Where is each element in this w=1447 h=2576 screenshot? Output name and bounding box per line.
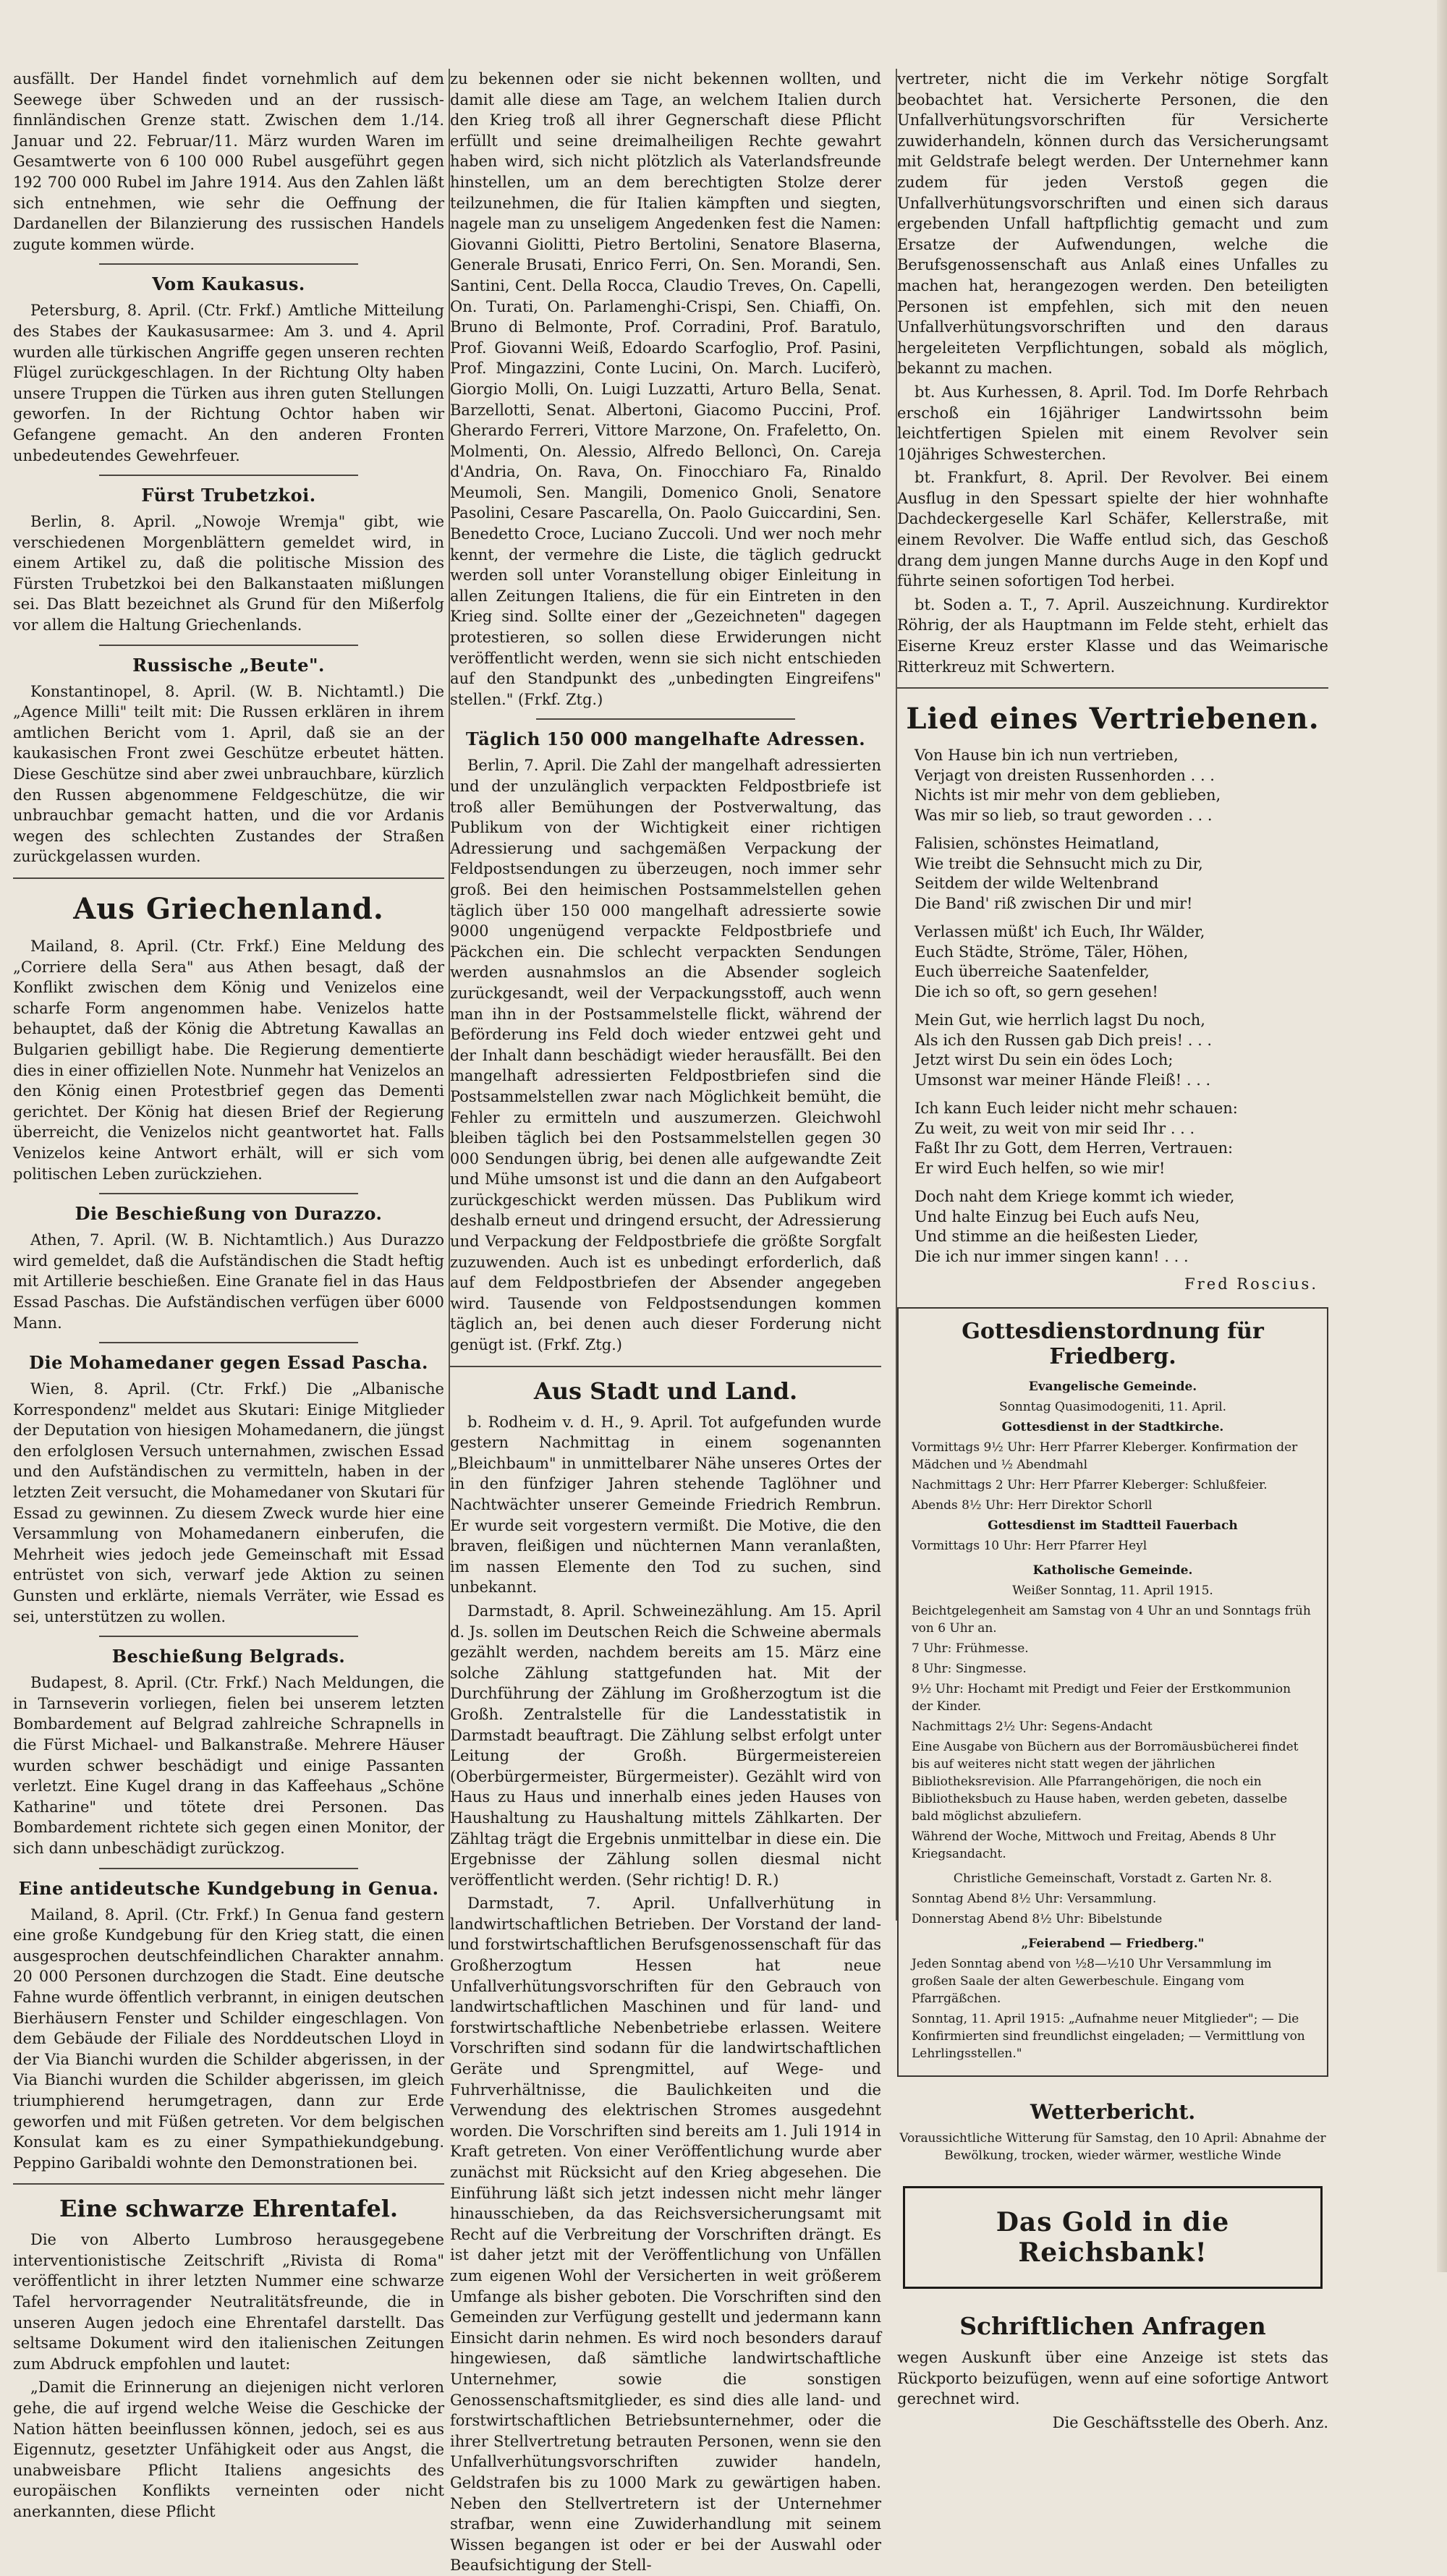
subheading: Katholische Gemeinde. [1032, 1563, 1193, 1578]
poem-line: Die ich so oft, so gern gesehen! [915, 982, 1158, 1000]
service-line: 8 Uhr: Singmesse. [912, 1662, 1027, 1677]
notice-text: wegen Auskunft über eine Anzeige ist stets das Rückporto beizufügen, wenn auf eine sofortige Antwort gerechnet wird. [897, 2349, 1328, 2408]
separator [99, 1868, 358, 1869]
separator [13, 877, 444, 879]
article-text: Konstantinopel, 8. April. (W. B. Nichtamtl.) Die „Agence Milli" teilt mit: Die Russen erklären in ihrem amtlichen Bericht vom 1. April, daß sie an der kaukasischen Front zwei Geschütze erbeutet hätten. Diese Geschütze sind aber zwei unbrauchbare, kürzlich den Russen abgenommene Feldgeschütze, die wir unbrauchbar gemacht hatten, und die vor Ardanis wegen des schlechten Zustandes der Straßen zurückgelassen wurden. [13, 682, 444, 866]
headline: Beschießung Belgrads. [111, 1646, 346, 1667]
separator [536, 718, 795, 720]
gold-notice: Das Gold in die Reichsbank! [903, 2186, 1323, 2289]
poem-line: Seitdem der wilde Weltenbrand [915, 875, 1159, 893]
poem-line: Was mir so lieb, so traut geworden . . . [915, 806, 1213, 824]
service-line: Nachmittags 2 Uhr: Herr Pfarrer Kleberger: Schlußfeier. [912, 1478, 1268, 1493]
section-headline: Aus Stadt und Land. [533, 1377, 798, 1405]
headline: Vom Kaukasus. [152, 273, 305, 295]
poem-line: Als ich den Russen gab Dich preis! . . . [915, 1031, 1213, 1049]
service-line: 9½ Uhr: Hochamt mit Predigt und Feier der Erstkommunion der Kinder. [912, 1682, 1291, 1714]
separator [99, 645, 358, 646]
service-line: Eine Ausgabe von Büchern aus der Borromäusbücherei findet bis auf weiteres nicht statt wegen der jährlichen Bibliotheksrevision. Alle Pfarrangehörigen, die noch ein Bibliotheksbuch zu Hause haben, werden gebeten, dasselbe bald möglichst abzuliefern. [912, 1740, 1299, 1824]
article-text: Mailand, 8. April. (Ctr. Frkf.) In Genua fand gestern eine große Kundgebung für den Krieg statt, die einen ausgesprochen deutschfeindlichen Charakter annahm. 20 000 Personen durchzogen die Stadt. Eine deutsche Fahne wurde öffentlich verbrannt, in einigen deutschen Bierhäusern Fenster und Schilder eingeschlagen. Von dem Gebäude der Filiale des Norddeutschen Lloyd in der Via Bianchi wurden die Schilder abgerissen, in der Via Bianchi wurden die Schilder abgerissen, im gleich triumphierend herumgetragen, dann zur Erde geworfen und mit Füßen getreten. Vor dem belgischen Konsulat kam es zu einer Sympathiekundgebung. Peppino Garibaldi wohnte den Demonstrationen bei. [13, 1905, 444, 2172]
poem-line: Verjagt von dreisten Russenhorden . . . [915, 766, 1215, 784]
poem-line: Jetzt wirst Du sein ein ödes Loch; [915, 1051, 1174, 1069]
article-text: Darmstadt, 8. April. Schweinezählung. Am 15. April d. Js. sollen im Deutschen Reich die Schweine abermals gezählt werden, nachdem bereits am 15. März eine solche Zählung stattgefunden hat. Mit der Durchführung der Zählung im Großherzogtum ist die Großh. Zentralstelle für die Landesstatistik in Darmstadt beauftragt. Die Zählung selbst erfolgt unter Leitung der Großh. Bürgermeistereien (Oberbürgermeister, Bürgermeister). Gezählt wird von Haus zu Haus und innerhalb eines jeden Hauses von Haushaltung zu Haushaltung mittels Zählkarten. Der Zähltag trägt die Ergebnis unmittelbar in diese ein. Die Ergebnisse der Zählung sollen diesmal nicht veröffentlicht werden. (Sehr richtig! D. R.) [450, 1602, 881, 1889]
service-line: Vormittags 9½ Uhr: Herr Pfarrer Kleberger. Konfirmation der Mädchen und ½ Abendmahl [912, 1440, 1298, 1473]
subheading: „Feierabend — Friedberg." [1021, 1937, 1205, 1952]
separator [450, 1366, 881, 1367]
article-text: Berlin, 7. April. Die Zahl der mangelhaft adressierten und der unzulänglich verpackten Feldpostbriefe ist troß aller Bemühungen der Postverwaltung, das Publikum von der Wichtigkeit einer richtigen Adressierung und sachgemäßen Verpackung der Feldpostsendungen zu überzeugen, noch immer sehr groß. Bei den heimischen Postsammelstellen gehen täglich über 150 000 mangelhaft adressierte sowie 9000 ungenügend verpackte Feldpostbriefe und Päckchen ein. Die schlecht verpackten Sendungen werden ausnahmslos an die Absender sogleich zurückgesandt, weil der Verpackungsstoff, auch wenn man ihn in der Postsammelstelle flickt, während der Beförderung ins Feld doch wieder entzwei geht und der Inhalt dann beschädigt wieder herausfällt. Bei den mangelhaft adressierten Feldpostbriefen sind die Postsammelstellen zwar nach Möglichkeit bemüht, die Fehler zu ermitteln und auszumerzen. Gleichwohl bleiben täglich bei den Postsammelstellen gegen 30 000 Sendungen übrig, bei denen alle aufgewandte Zeit und Mühe umsonst ist und die dann an den Aufgabeort zurückgeschickt werden müssen. Das Publikum wird deshalb erneut und dringend ersucht, der Adressierung und Verpackung der Feldpostbriefe die größte Sorgfalt zuzuwenden. Auch ist es unbedingt erforderlich, daß auf dem Feldpostbriefen der Absender angegeben wird. Tausende von Feldpostsendungen kommen täglich an, bei denen auch dieser Forderung nicht genügt ist. (Frkf. Ztg.) [450, 757, 881, 1354]
service-line: Jeden Sonntag abend von ½8—½10 Uhr Versammlung im großen Saale der alten Gewerbeschule. Eingang vom Pfarrgäßchen. [912, 1957, 1272, 2007]
article-text: zu bekennen oder sie nicht bekennen wollten, und damit alle diese am Tage, an welchem Italien durch den Krieg troß all ihrer Gegnerschaft diese Pflicht erfüllt und seine dreimalheiligen Rechte gewahrt haben wird, sich nicht plötzlich als Vaterlandsfreunde hinstellen, um an dem berechtigten Stolze derer teilzunehmen, die für Italien kämpften und siegten, nagele man zu unseligem Angedenken fest die Namen: Giovanni Giolitti, Pietro Bertolini, Senatore Blaserna, Generale Brusati, Enrico Ferri, On. Sen. Morandi, Sen. Santini, Cent. Della Rocca, Claudio Treves, On. Capelli, On. Turati, On. Parlamenghi-Crispi, Sen. Chiaffi, On. Bruno di Belmonte, Prof. Corradini, Prof. Baratulo, Prof. Giovanni Weiß, Edoardo Scarfoglio, Prof. Pasini, Prof. Mingazzini, Conte Lucini, On. March. Luciferò, Giorgio Molli, On. Luigi Luzzatti, Arturo Bella, Senat. Barzellotti, Senat. Albertoni, Giacomo Puccini, Prof. Gherardo Ferreri, Vittore Marzone, On. Frafeletto, On. Molmenti, On. Alessio, Alfredo Belloncì, On. Careja d'Andria, On. Rava, On. Finocchiaro Fa, Rinaldo Meumoli, Sen. Mangili, Domenico Gnoli, Senatore Pasolini, Cesare Pascarella, On. Paolo Guiccardini, Sen. Benedetto Croce, Luciano Zuccoli. Und wer noch mehr kennt, der vermehre die Liste, die täglich gedruckt werden soll unter Voranstellung obiger Einleitung in allen Zeitungen Italiens, die für ein Eintreten in den Krieg sind. Sollte einer der „Gezeichneten" dagegen protestieren, so sollen diese Erwiderungen nicht veröffentlicht werden, wenn sie sich nicht entschieden auf den Standpunkt des „unbedingten Eingreifens" stellen." (Frkf. Ztg.) [450, 70, 881, 708]
separator [99, 475, 358, 476]
weather-title: Wetterbericht. [1030, 2100, 1196, 2125]
poem-stanza [897, 1187, 1328, 1267]
article-text: bt. Aus Kurhessen, 8. April. Tod. Im Dorfe Rehrbach erschoß ein 16jähriger Landwirtssohn beim leichtfertigen Spielen mit einem Revolver sein 10jähriges Schwesterchen. [897, 383, 1328, 463]
subheading: Gottesdienst im Stadtteil Fauerbach [988, 1518, 1238, 1534]
service-line: Abends 8½ Uhr: Herr Direktor Schorll [912, 1498, 1153, 1513]
service-line: Sonntag, 11. April 1915: „Aufnahme neuer Mitglieder"; — Die Konfirmierten sind freundlichst eingeladen; — Vermittlung von Lehrlingsstellen." [912, 2012, 1305, 2062]
subheading: Christliche Gemeinschaft, Vorstadt z. Garten Nr. 8. [953, 1871, 1273, 1887]
poem-line: Ich kann Euch leider nicht mehr schauen: [915, 1100, 1238, 1118]
poem-line: Er wird Euch helfen, so wie mir! [915, 1159, 1166, 1177]
poem-line: Falisien, schönstes Heimatland, [915, 835, 1160, 853]
article-text: Petersburg, 8. April. (Ctr. Frkf.) Amtliche Mitteilung des Stabes der Kaukasusarmee: Am 3. und 4. April wurden alle türkischen Angriffe gegen unseren rechten Flügel zurückgeschlagen. In der Richtung Olty haben unsere Truppen die Türken aus ihren guten Stellungen geworfen. In der Richtung Ochtor haben wir Gefangene gemacht. An den anderen Fronten unbedeutendes Gewehrfeuer. [13, 302, 444, 464]
article-text: ausfällt. Der Handel findet vornehmlich auf dem Seewege über Schweden und an der russisch-finnländischen Grenze statt. Zwischen dem 1./14. Januar und 22. Februar/11. März wurden Waren im Gesamtwerte von 6 100 000 Rubel ausgeführt gegen 192 700 000 Rubel im Jahre 1914. Aus den Zahlen läßt sich entnehmen, wie sehr die Oeffnung der Dardanellen der Bilanzierung des russischen Handels zugute kommen würde. [13, 70, 444, 253]
article-text: b. Rodheim v. d. H., 9. April. Tot aufgefunden wurde gestern Nachmittag in einem sogenannten „Bleichbaum" in unmittelbarer Nähe unseres Ortes der in den fünfziger Jahren stehende Taglöhner und Nachtwächter unserer Gemeinde Friedrich Rembrun. Er wurde seit vorgestern vermißt. Die Motive, die den braven, fleißigen und nüchternen Mann veranlaßten, im nassen Elemente den Tod zu suchen, sind unbekannt. [450, 1413, 881, 1597]
weather-text: Voraussichtliche Witterung für Samstag, den 10 April: Abnahme der Bewölkung, trocken, wieder wärmer, westliche Winde [899, 2131, 1326, 2164]
column-2 [450, 69, 881, 2575]
poem-stanza [897, 1099, 1328, 1178]
article-text: „Damit die Erinnerung an diejenigen nicht verloren gehe, die auf irgend welche Weise die Geschicke der Nation hätten beeinflussen können, jedoch, sei es aus Eigennutz, gesetzter Unfähigkeit oder aus Angst, die unabweisbare Pflicht Italiens angesichts des europäischen Konflikts verneinten oder nicht anerkannten, diese Pflicht [13, 2379, 444, 2520]
subheading: Gottesdienst in der Stadtkirche. [1001, 1420, 1224, 1435]
headline: Die Mohamedaner gegen Essad Pascha. [29, 1352, 428, 1374]
headline: Die Beschießung von Durazzo. [75, 1203, 383, 1225]
notice-title: Schriftlichen Anfragen [959, 2312, 1266, 2341]
poem-line: Die ich nur immer singen kann! . . . [915, 1247, 1189, 1265]
poem-line: Mein Gut, wie herrlich lagst Du noch, [915, 1011, 1205, 1029]
service-date: Sonntag Quasimodogeniti, 11. April. [998, 1400, 1227, 1415]
poem-line: Faßt Ihr zu Gott, dem Herren, Vertrauen: [915, 1139, 1234, 1157]
poem-stanza [897, 922, 1328, 1002]
article-text: Die von Alberto Lumbroso herausgegebene interventionistische Zeitschrift „Rivista di Roma" veröffentlicht in ihrer letzten Nummer eine schwarze Tafel hervorragender Neutralitätsfreunde, die in unseren Augen jedoch eine Ehrentafel darstellt. Das seltsame Dokument wird den italienischen Zeitungen zum Abdruck empfohlen und lautet: [13, 2231, 444, 2373]
poem-stanza [897, 1011, 1328, 1090]
poem-line: Und stimme an die heißesten Lieder, [915, 1228, 1199, 1246]
service-line: Sonntag Abend 8½ Uhr: Versammlung. [912, 1892, 1157, 1907]
poem-line: Von Hause bin ich nun vertrieben, [915, 747, 1179, 765]
headline: Täglich 150 000 mangelhafte Adressen. [465, 728, 866, 750]
box-title: Gottesdienstordnung für Friedberg. [962, 1319, 1264, 1370]
poem-line: Nichts ist mir mehr von dem geblieben, [915, 786, 1221, 804]
article-text: Mailand, 8. April. (Ctr. Frkf.) Eine Meldung des „Corriere della Sera" aus Athen besagt, daß der Konflikt zwischen dem König und Venizelos eine scharfe Form angenommen habe. Venizelos hatte behauptet, daß der König die Abtretung Kawallas an Bulgarien gebilligt habe. Die Regierung dementierte dies in einer offiziellen Note. Nunmehr hat Venizelos an den König einen Protestbrief gegen das Dementi gerichtet. Der König hat diesen Brief der Regierung überreicht, die Venizelos nicht geantwortet hat. Falls Venizelos keine Antwort erhält, will er sich vom politischen Leben zurückziehen. [13, 938, 444, 1183]
poem-line: Wie treibt die Sehnsucht mich zu Dir, [915, 854, 1203, 872]
separator [99, 1193, 358, 1194]
church-service-box [897, 1307, 1328, 2077]
section-headline: Aus Griechenland. [73, 892, 384, 926]
headline: Fürst Trubetzkoi. [141, 485, 316, 506]
section-headline: Eine schwarze Ehrentafel. [59, 2195, 398, 2223]
headline: Eine antideutsche Kundgebung in Genua. [18, 1877, 439, 1899]
poem-line: Zu weit, zu weit von mir seid Ihr . . . [915, 1119, 1195, 1137]
service-line: Nachmittags 2½ Uhr: Segens-Andacht [912, 1720, 1153, 1735]
poem-line: Umsonst war meiner Hände Fleiß! . . . [915, 1071, 1211, 1089]
service-line: Donnerstag Abend 8½ Uhr: Bibelstunde [912, 1912, 1163, 1927]
poem-line: Euch Städte, Ströme, Täler, Höhen, [915, 943, 1189, 961]
separator [99, 263, 358, 265]
poem-line: Euch überreiche Saatenfelder, [915, 963, 1150, 981]
poem [897, 746, 1328, 1267]
headline: Russische „Beute". [132, 654, 325, 676]
separator [99, 1342, 358, 1343]
separator [99, 1636, 358, 1637]
poem-line: Die Band' riß zwischen Dir und mir! [915, 894, 1193, 912]
poem-line: Doch naht dem Kriege kommt ich wieder, [915, 1188, 1235, 1206]
separator [897, 687, 1328, 689]
article-text: Budapest, 8. April. (Ctr. Frkf.) Nach Meldungen, die in Tarnseverin vorliegen, fielen bei unserem letzten Bombardement auf Belgrad zahlreiche Schrapnells in die Fürst Michael- und Balkanstraße. Mehrere Häuser wurden schwer beschädigt und einige Passanten verletzt. Eine Kugel drang in das Kaffeehaus „Schöne Katharine" und tötete drei Personen. Das Bombardement richtete sich gegen einen Monitor, der sich dann unbeschädigt zurückzog. [13, 1674, 444, 1857]
service-line: Beichtgelegenheit am Samstag von 4 Uhr an und Sonntags früh von 6 Uhr an. [912, 1604, 1311, 1636]
poem-title: Lied eines Vertriebenen. [906, 702, 1320, 736]
article-text: Athen, 7. April. (W. B. Nichtamtlich.) Aus Durazzo wird gemeldet, daß die Aufständischen die Stadt heftig mit Artillerie beschießen. Eine Granate fiel in das Haus Essad Paschas. Die Aufständischen verfügen über 6000 Mann. [13, 1231, 444, 1332]
poem-line: Verlassen müßt' ich Euch, Ihr Wälder, [915, 923, 1205, 941]
poem-author: Fred Roscius. [1184, 1275, 1318, 1293]
page-edge [1437, 0, 1447, 2272]
article-text: Darmstadt, 7. April. Unfallverhütung in landwirtschaftlichen Betrieben. Der Vorstand der land- und forstwirtschaftlichen Berufsgenossenschaft für das Großherzogtum Hessen hat neue Unfallverhütungsvorschriften für den Gebrauch von landwirtschaftlichen Maschinen und für land- und forstwirtschaftliche Nebenbetriebe erlassen. Weitere Vorschriften sind sodann für die landwirtschaftlichen Geräte und Sprengmittel, auf Wege- und Fuhrverhältnisse, die Baulichkeiten und die Verwendung des elektrischen Stromes ausgedehnt worden. Die Vorschriften sind bereits am 1. Juli 1914 in Kraft getreten. Von einer Veröffentlichung wurde aber zunächst mit Rücksicht auf den Krieg abgesehen. Die Einführung läßt sich jetzt indessen nicht mehr länger hinausschieben, da das Reichsversicherungsamt mit Recht auf die Verbreitung der Vorschriften drängt. Es ist daher jetzt mit der Veröffentlichung von Unfällen zum eigenen Wohl der Versicherten in weit größerem Umfange als bisher geboten. Die Vorschriften sind den Gemeinden zur Verfügung gestellt und jedermann kann Einsicht darin nehmen. Es wird noch besonders darauf hingewiesen, daß sämtliche landwirtschaftliche Unternehmer, sowie die sonstigen Genossenschaftsmitglieder, es sind dies alle land- und forstwirtschaftlichen Betriebsunternehmer, oder die ihrer Stellvertretung betrauten Personen, wenn sie den Unfallverhütungsvorschriften zuwider handeln, Geldstrafen bis zu 1000 Mark zu gewärtigen haben. Neben den Stellvertretern ist der Unternehmer strafbar, wenn eine Zuwiderhandlung mit seinem Wissen begangen ist oder er bei der Auswahl oder Beaufsichtigung der Stell- [450, 1895, 881, 2575]
poem-stanza [897, 834, 1328, 914]
notice-signature: Die Geschäftsstelle des Oberh. Anz. [1052, 2414, 1328, 2431]
article-text: bt. Soden a. T., 7. April. Auszeichnung. Kurdirektor Röhrig, der als Hauptmann im Felde steht, erhielt das Eiserne Kreuz erster Klasse und das Weimarische Ritterkreuz mit Schwertern. [897, 595, 1328, 676]
article-text: bt. Frankfurt, 8. April. Der Revolver. Bei einem Ausflug in den Spessart spielte der hier wohnhafte Dachdeckergeselle Karl Schäfer, Kellerstraße, mit einem Revolver. Die Waffe entlud sich, das Geschoß drang dem jungen Manne durchs Auge in den Kopf und führte seinen sofortigen Tod herbei. [897, 469, 1328, 590]
column-1 [13, 69, 444, 2520]
service-line: Während der Woche, Mittwoch und Freitag, Abends 8 Uhr Kriegsandacht. [912, 1829, 1276, 1862]
poem-stanza [897, 746, 1328, 825]
service-line: 7 Uhr: Frühmesse. [912, 1641, 1029, 1657]
article-text: Wien, 8. April. (Ctr. Frkf.) Die „Albanische Korrespondenz" meldet aus Skutari: Einige Mitglieder der Deputation von hiesigen Mohamedanern, die jüngst den erfolglosen Versuch unternahmen, zwischen Essad und den Aufständischen zu vermitteln, haben in der letzten Zeit versucht, die Mohamedaner von Skutari für Essad zu gewinnen. Zu diesem Zweck wurde hier eine Versammlung von Mohamedanern einberufen, die Mehrheit wies jedoch jede Gemeinschaft mit Essad entrüstet von sich, verwarf jede Aktion zu seinen Gunsten und erklärte, niemals Verräter, wie Essad es sei, unterstützen zu wollen. [13, 1380, 444, 1625]
service-line: Vormittags 10 Uhr: Herr Pfarrer Heyl [912, 1539, 1147, 1554]
separator [13, 2183, 444, 2185]
service-date: Weißer Sonntag, 11. April 1915. [1012, 1584, 1213, 1599]
poem-line: Und halte Einzug bei Euch aufs Neu, [915, 1207, 1200, 1225]
article-text: vertreter, nicht die im Verkehr nötige Sorgfalt beobachtet hat. Versicherte Personen, die den Unfallverhütungsvorschriften für Versicherte zuwiderhandeln, können durch das Versicherungsamt mit Geldstrafe belegt werden. Der Unternehmer kann zudem für jeden Verstoß gegen die Unfallverhütungsvorschriften und einen sich daraus ergebenden Unfall haftpflichtig gemacht und zum Ersatze der Aufwendungen, welche die Berufsgenossenschaft aus Anlaß eines Unfalles zu machen hat, herangezogen werden. Den beteiligten Personen ist empfehlen, sich mit den neuen Unfallverhütungsvorschriften und den daraus hergeleiteten Verpflichtungen, sobald als möglich, bekannt zu machen. [897, 70, 1328, 378]
column-3 [897, 69, 1328, 2431]
article-text: Berlin, 8. April. „Nowoje Wremja" gibt, wie verschiedenen Morgenblättern gemeldet wird, in einem Artikel zu, daß die politische Mission des Fürsten Trubetzkoi bei den Balkanstaaten mißlungen sei. Das Blatt bezeichnet als Grund für den Mißerfolg vor allem die Haltung Griechenlands. [13, 513, 444, 634]
subheading: Evangelische Gemeinde. [1028, 1380, 1197, 1395]
